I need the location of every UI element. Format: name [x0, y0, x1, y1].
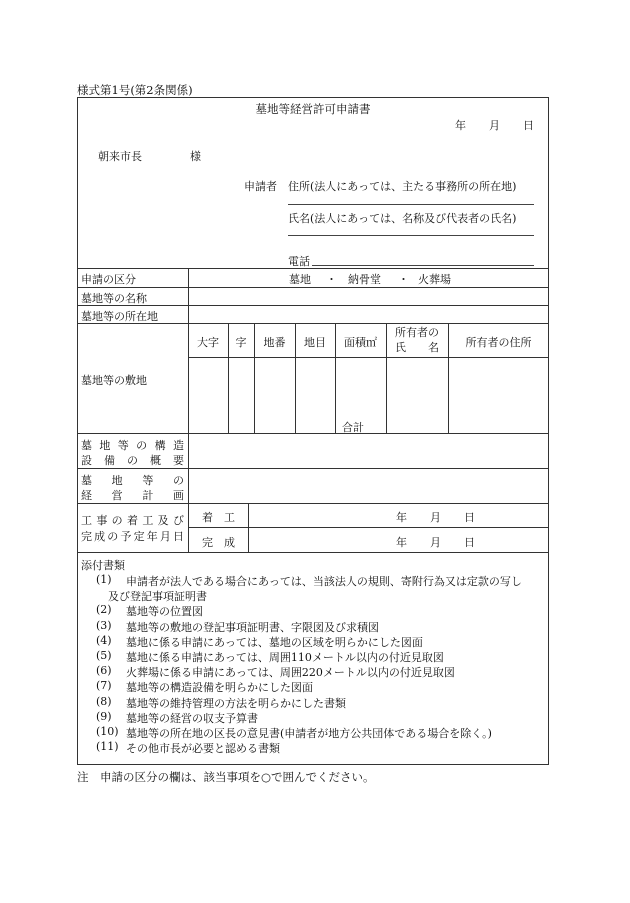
site-total-label: 合計	[342, 421, 364, 434]
label-char: 工	[142, 514, 154, 527]
attachment-number: (6)	[96, 664, 112, 678]
site-header-divider	[188, 357, 549, 358]
label-char: の	[136, 439, 148, 452]
schedule-label-line2	[81, 528, 184, 544]
label-char: 工	[81, 514, 92, 527]
label-char: 構	[154, 439, 166, 452]
row-divider	[77, 433, 549, 434]
schedule-divider	[188, 527, 549, 528]
attachment-number: (3)	[96, 618, 112, 632]
attachment-number: (4)	[96, 633, 112, 647]
construction-start-month: 月	[430, 511, 441, 524]
form-title: 墓地等経営許可申請書	[255, 102, 371, 116]
row-divider	[77, 503, 549, 504]
construction-start-label: 着 工	[202, 511, 235, 524]
facility-location-field[interactable]	[190, 306, 547, 322]
completion-label: 完 成	[202, 536, 235, 549]
label-char: 要	[173, 454, 184, 467]
label-char: 等	[142, 474, 154, 487]
date-year: 年	[455, 119, 466, 132]
label-char: 成	[94, 530, 106, 543]
category-option-ossuary[interactable]: 納骨堂	[348, 273, 381, 286]
row-divider	[77, 268, 549, 269]
applicant-address-label: 住所(法人にあっては、主たる事務所の所在地)	[288, 180, 517, 193]
schedule-label-line1	[81, 512, 184, 528]
construction-start-year: 年	[396, 511, 407, 524]
facility-name-label: 墓地等の名称	[81, 292, 147, 305]
label-char: 事	[96, 514, 108, 527]
label-char: 月	[159, 530, 171, 543]
attachment-number: (11)	[96, 740, 119, 754]
label-char: 日	[172, 530, 184, 543]
label-char: び	[172, 514, 184, 527]
label-char: 造	[172, 439, 184, 452]
label-char: 計	[142, 489, 154, 502]
label-char: の	[111, 514, 123, 527]
attachment-number: (2)	[96, 603, 112, 617]
management-label-line2	[81, 487, 184, 503]
applicant-phone-label: 電話	[288, 255, 310, 268]
label-char: 営	[111, 489, 123, 502]
completion-day: 日	[464, 536, 475, 549]
label-char: 定	[133, 530, 145, 543]
completion-year: 年	[396, 536, 407, 549]
phone-underline	[312, 265, 534, 266]
attachment-text: 墓地等の構造設備を明らかにした図面	[126, 681, 313, 695]
attachment-text: 墓地等の所在地の区長の意見書(申請者が地方公共団体である場合を除く。)	[126, 727, 492, 740]
label-char: 着	[126, 514, 138, 527]
construction-start-day: 日	[464, 511, 475, 524]
attachment-text-continuation: 及び登記事項証明書	[108, 590, 207, 604]
attachment-number: (7)	[96, 679, 112, 693]
attachment-text: 申請者が法人である場合にあっては、当該法人の規則、寄附行為又は定款の写し	[126, 575, 522, 588]
attachment-number: (5)	[96, 649, 112, 662]
addressee-honorific: 様	[190, 150, 201, 163]
row-divider	[77, 552, 549, 553]
category-separator: ・	[326, 273, 337, 286]
completion-month: 月	[430, 536, 441, 549]
site-header-owner-address: 所有者の住所	[465, 336, 532, 349]
site-header-aza: 字	[235, 336, 247, 349]
date-day: 日	[523, 119, 534, 132]
applicant-name-label: 氏名(法人にあっては、名称及び代表者の氏名)	[288, 212, 517, 225]
attachment-text: 墓地に係る申請にあっては、墓地の区域を明らかにした図面	[126, 635, 423, 649]
label-char: 地	[111, 474, 123, 487]
label-char: 墓	[81, 439, 92, 452]
label-char: の	[127, 454, 138, 467]
label-char: 画	[172, 489, 184, 502]
attachment-number: (8)	[96, 694, 112, 708]
attachment-text: 墓地等の位置図	[126, 605, 203, 619]
attachments-heading: 添付書類	[81, 559, 125, 572]
attachment-text: その他市長が必要と認める書類	[126, 742, 280, 756]
facility-name-field[interactable]	[190, 288, 547, 304]
category-separator: ・	[398, 273, 409, 286]
label-char: 概	[150, 454, 161, 467]
applicant-label: 申請者	[244, 180, 277, 193]
label-char: の	[107, 530, 119, 543]
category-label: 申請の区分	[81, 273, 136, 286]
row-divider	[77, 468, 549, 469]
management-label-line1	[81, 472, 184, 488]
site-header-land-category: 地目	[304, 336, 326, 349]
schedule-col-divider	[248, 503, 249, 552]
attachment-text: 火葬場に係る申請にあっては、周囲220メートル以内の付近見取図	[126, 666, 455, 680]
label-column-divider	[188, 268, 189, 552]
label-char: 等	[117, 439, 129, 452]
attachment-text: 墓地に係る申請にあっては、周囲110メートル以内の付近見取図	[126, 651, 444, 664]
form-label: 様式第1号(第2条関係)	[77, 83, 193, 97]
attachment-text: 墓地等の敷地の登記事項証明書、字限図及び求積図	[126, 620, 379, 634]
addressee-name: 朝来市長	[98, 150, 142, 163]
address-underline	[288, 204, 534, 205]
label-char: 年	[146, 530, 158, 543]
structure-label-line1	[81, 437, 184, 453]
site-label: 墓地等の敷地	[81, 374, 147, 387]
site-header-lot-number: 地番	[263, 336, 286, 349]
attachment-text: 墓地等の維持管理の方法を明らかにした書類	[126, 696, 346, 710]
label-char: 設	[81, 454, 92, 467]
attachment-text: 墓地等の経営の収支予算書	[126, 711, 258, 725]
label-char: 及	[157, 514, 169, 527]
attachment-number: (10)	[96, 725, 119, 738]
label-char: 墓	[81, 474, 92, 487]
site-header-oaza: 大字	[197, 336, 219, 349]
category-option-cemetery[interactable]: 墓地	[289, 273, 311, 286]
label-char: 地	[99, 439, 111, 452]
attachment-number: (9)	[96, 709, 112, 723]
name-underline	[288, 235, 534, 236]
label-char: 予	[120, 530, 132, 543]
structure-label-line2	[81, 452, 184, 468]
label-char: の	[172, 474, 184, 487]
label-char: 完	[81, 530, 92, 543]
note: 注 申請の区分の欄は、該当事項を○で囲んでください。	[77, 770, 375, 784]
attachment-number: (1)	[96, 573, 112, 586]
site-header-owner-name: 所有者の 氏 名	[395, 326, 439, 354]
facility-location-label: 墓地等の所在地	[81, 310, 158, 323]
date-month: 月	[489, 119, 500, 132]
label-char: 経	[81, 489, 92, 502]
category-option-crematorium[interactable]: 火葬場	[418, 273, 451, 286]
site-header-area: 面積㎡	[344, 336, 377, 349]
label-char: 備	[104, 454, 115, 467]
